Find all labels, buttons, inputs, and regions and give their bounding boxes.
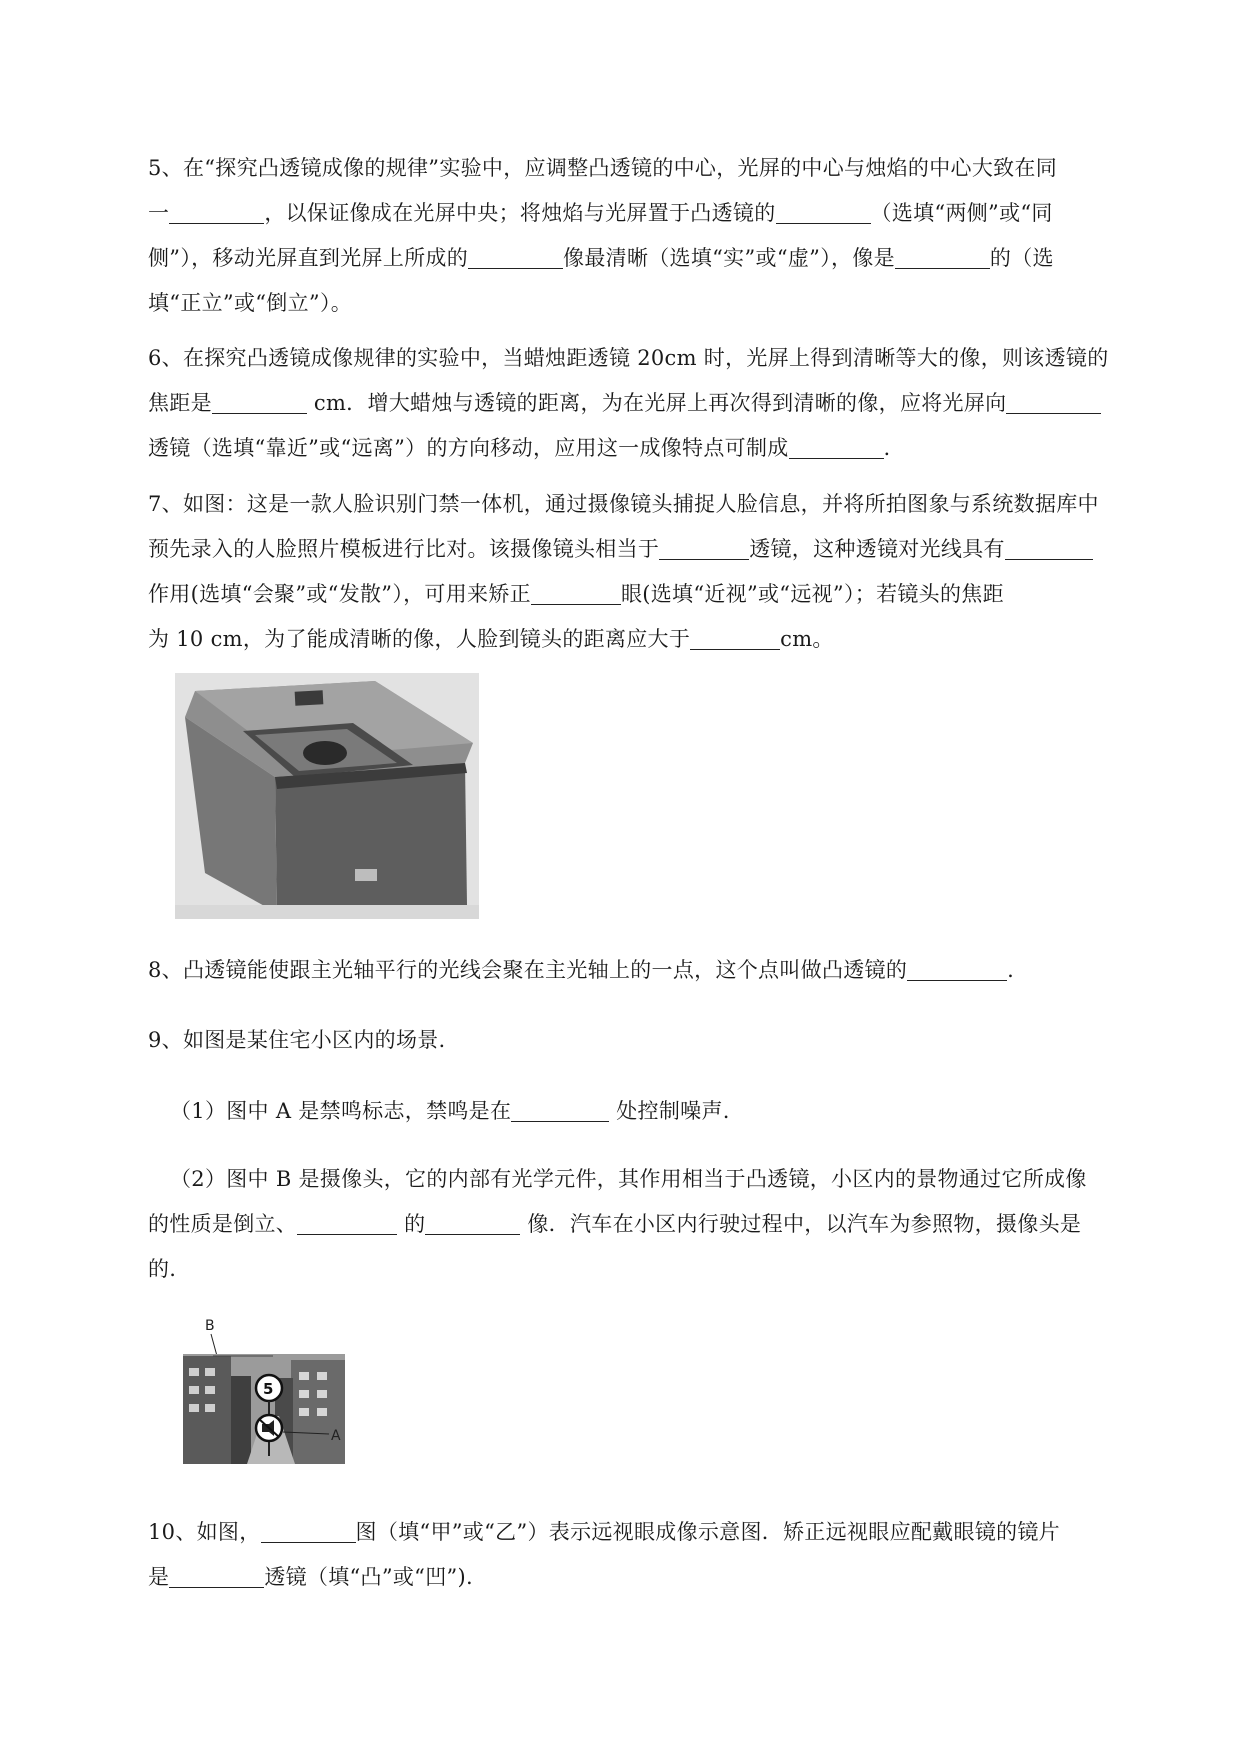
- residential-scene-image: [183, 1316, 383, 1466]
- speed-sign-number: 5: [263, 1380, 274, 1398]
- q6-blank-1[interactable]: [212, 387, 307, 414]
- q7-line-1: 7、如图：这是一款人脸识别门禁一体机，通过摄像镜头捕捉人脸信息，并将所拍图象与系统数据库中: [148, 492, 1099, 516]
- q6-blank-2[interactable]: [1006, 387, 1101, 414]
- question-9: [148, 1018, 1148, 1063]
- face-recognition-kiosk-image: [175, 673, 479, 919]
- q9-line-end: 的.: [148, 1257, 177, 1281]
- q5-blank-3[interactable]: [468, 242, 563, 269]
- q6-line-1: 6、在探究凸透镜成像规律的实验中，当蜡烛距透镜 20cm 时，光屏上得到清晰等大的像，则该透镜的: [148, 346, 1109, 370]
- q7-blank-3[interactable]: [531, 578, 621, 605]
- q9-blank-1[interactable]: [511, 1095, 609, 1122]
- q5-blank-4[interactable]: [895, 242, 990, 269]
- q5-blank-2[interactable]: [776, 197, 871, 224]
- q5-line-1: 5、在“探究凸透镜成像的规律”实验中，应调整凸透镜的中心，光屏的中心与烛焰的中心大致在同: [148, 156, 1058, 180]
- question-9-part-2: （2）图中 B 是摄像头，它的内部有光学元件，其作用相当于凸透镜，小区内的景物通过它所成像 的性质是倒立、 的 像．汽车在小区内行驶过程中，以汽车为参照物，摄像头是 的.: [148, 1157, 1148, 1292]
- q7-blank-4[interactable]: [690, 623, 780, 650]
- question-8: 8、凸透镜能使跟主光轴平行的光线会聚在主光轴上的一点，这个点叫做凸透镜的 .: [148, 948, 1148, 993]
- question-5: 5、在“探究凸透镜成像的规律”实验中，应调整凸透镜的中心，光屏的中心与烛焰的中心大致在同 一 ，以保证像成在光屏中央；将烛焰与光屏置于凸透镜的 （选填“两侧”或“同 侧”），移动光屏直到光屏上所成的 像最清晰（选填“实”或“虚”），像是 的（选 填“正立”或“倒立”）。: [148, 146, 1148, 326]
- question-9-part-1: （1）图中 A 是禁鸣标志，禁鸣是在 处控制噪声.: [170, 1089, 1170, 1134]
- question-10: 10、如图， 图（填“甲”或“乙”）表示远视眼成像示意图．矫正远视眼应配戴眼镜的镜片 是 透镜（填“凸”或“凹”).: [148, 1510, 1148, 1600]
- question-6: 6、在探究凸透镜成像规律的实验中，当蜡烛距透镜 20cm 时，光屏上得到清晰等大的像，则该透镜的 焦距是 cm．增大蜡烛与透镜的距离，为在光屏上再次得到清晰的像，应将光屏向 透镜（选填“靠近”或“远离”）的方向移动，应用这一成像特点可制成 .: [148, 336, 1148, 471]
- q6-blank-3[interactable]: [789, 432, 884, 459]
- q8-blank-1[interactable]: [907, 954, 1007, 981]
- question-7: 7、如图：这是一款人脸识别门禁一体机，通过摄像镜头捕捉人脸信息，并将所拍图象与系统数据库中 预先录入的人脸照片模板进行比对。该摄像镜头相当于 透镜，这种透镜对光线具有 作用(选填“会聚”或“发散”），可用来矫正 眼(选填“近视”或“远视”）；若镜头的焦距 为 10 cm，为了能成清晰的像，人脸到镜头的距离应大于 cm。: [148, 482, 1148, 662]
- q10-blank-1[interactable]: [261, 1516, 356, 1543]
- q7-blank-1[interactable]: [659, 533, 749, 560]
- q5-blank-1[interactable]: [169, 197, 264, 224]
- q9-blank-3[interactable]: [425, 1208, 520, 1235]
- q9-blank-2[interactable]: [297, 1208, 397, 1235]
- q10-blank-2[interactable]: [169, 1561, 264, 1588]
- q7-blank-2[interactable]: [1005, 533, 1093, 560]
- q5-line-4: 填“正立”或“倒立”）。: [148, 291, 353, 315]
- label-a: A: [331, 1428, 341, 1444]
- q9-stem: 9、如图是某住宅小区内的场景.: [148, 1028, 446, 1052]
- label-b: B: [205, 1318, 215, 1334]
